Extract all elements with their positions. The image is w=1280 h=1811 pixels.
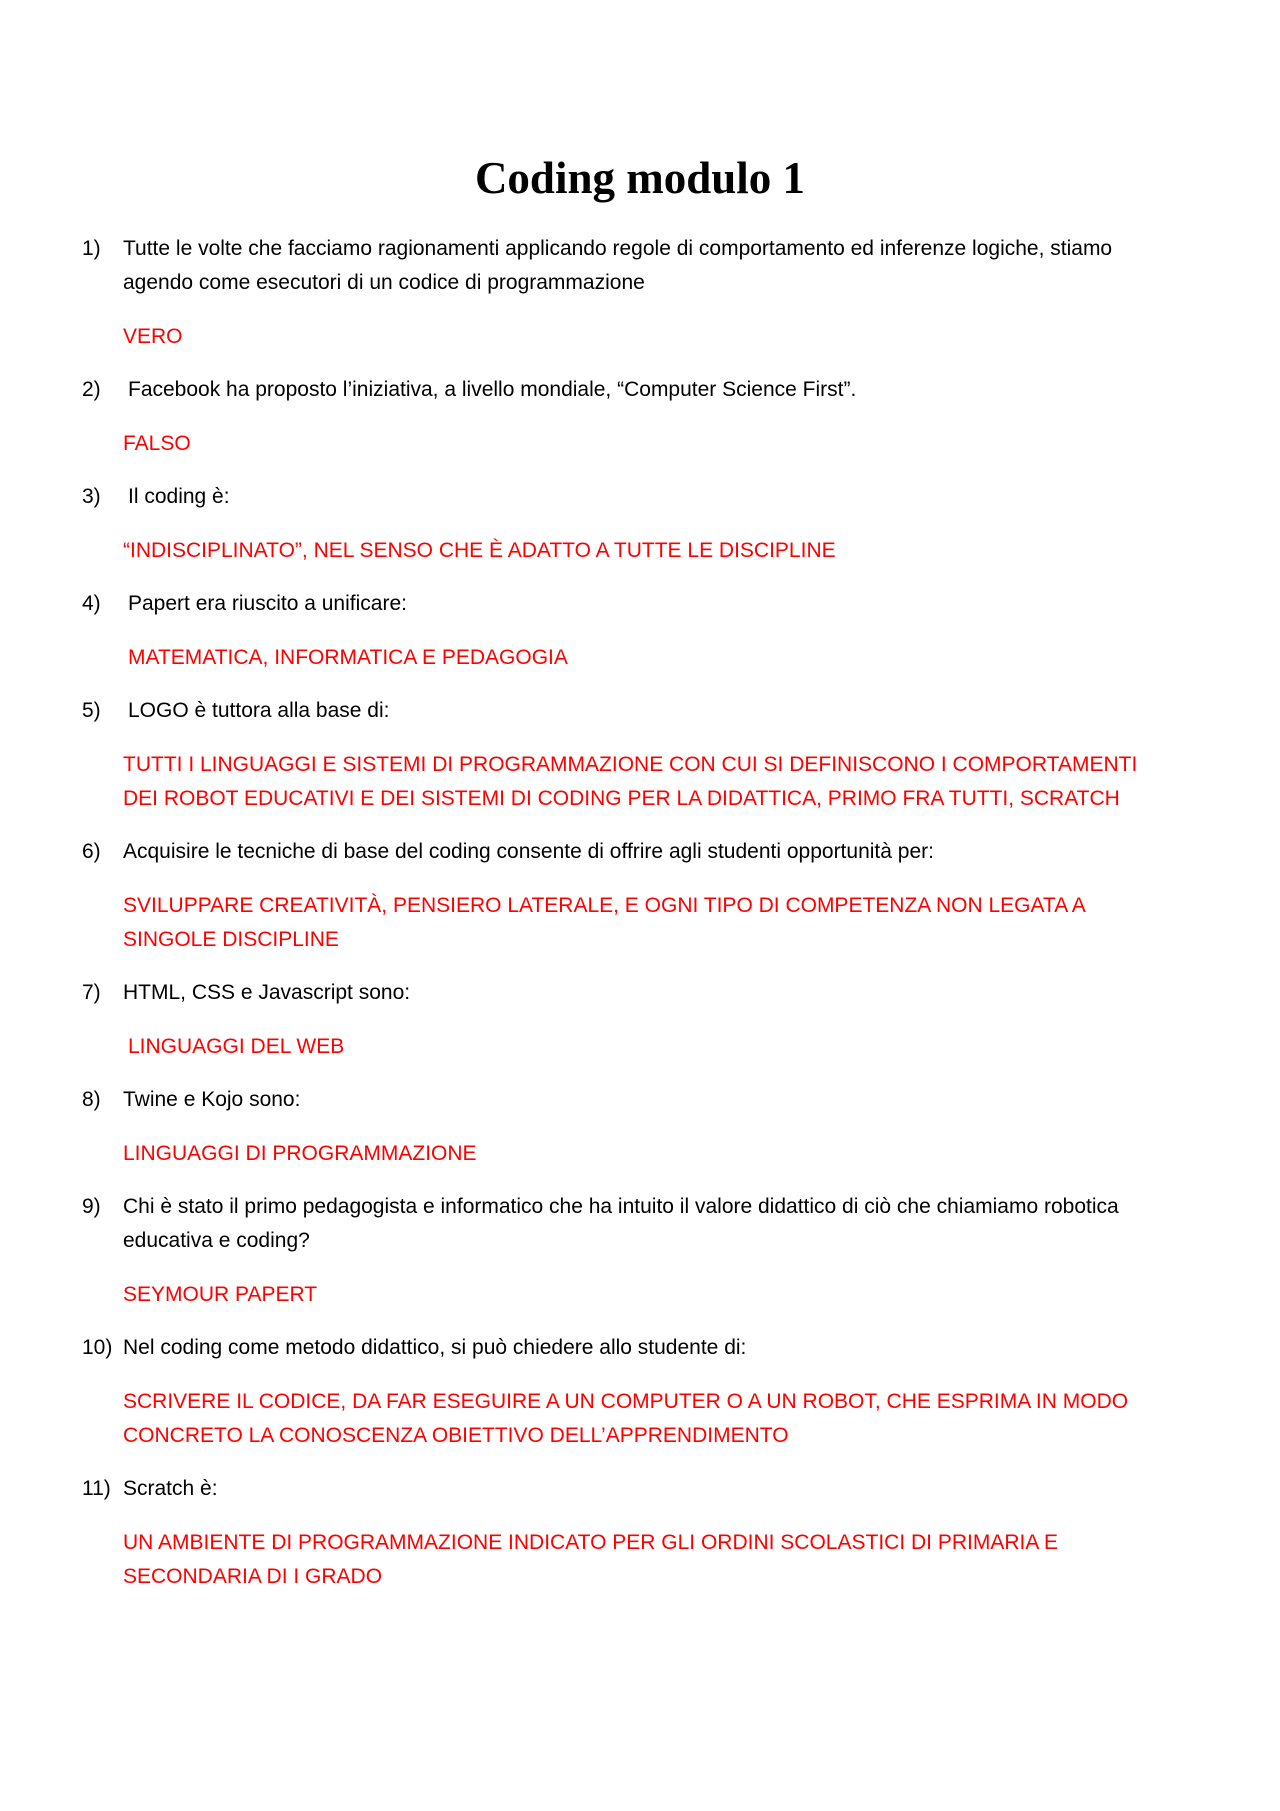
question-answer: UN AMBIENTE DI PROGRAMMAZIONE INDICATO PER GLI ORDINI SCOLASTICI DI PRIMARIA E SECONDARIA DI I GRADO: [123, 1531, 1059, 1588]
question-number: 8): [82, 1088, 101, 1111]
question-text: Acquisire le tecniche di base del coding consente di offrire agli studenti opportunità per:: [123, 840, 934, 863]
question-number: 5): [82, 699, 101, 722]
question-item: [82, 232, 1182, 354]
question-number: 3): [82, 485, 101, 508]
question-number: 9): [82, 1195, 101, 1218]
question-answer: SVILUPPARE CREATIVITÀ, PENSIERO LATERALE, E OGNI TIPO DI COMPETENZA NON LEGATA A SINGOLE DISCIPLINE: [123, 894, 1085, 951]
question-number: 2): [82, 378, 101, 401]
question-text: Papert era riuscito a unificare:: [128, 592, 407, 615]
question-text: Scratch è:: [123, 1477, 218, 1500]
question-answer: SEYMOUR PAPERT: [123, 1283, 318, 1306]
question-answer: FALSO: [123, 432, 191, 455]
question-text: Twine e Kojo sono:: [123, 1088, 301, 1111]
question-answer: SCRIVERE IL CODICE, DA FAR ESEGUIRE A UN COMPUTER O A UN ROBOT, CHE ESPRIMA IN MODO CONCRETO LA CONOSCENZA OBIETTIVO DELL’APPRENDIMENTO: [123, 1390, 1129, 1447]
question-number: 7): [82, 981, 101, 1004]
question-item: [82, 1083, 1182, 1171]
question-answer: MATEMATICA, INFORMATICA E PEDAGOGIA: [128, 646, 568, 669]
question-item: [82, 835, 1182, 957]
question-text: Il coding è:: [128, 485, 230, 508]
question-list: [82, 232, 1182, 1613]
question-item: [82, 587, 1182, 675]
question-text: HTML, CSS e Javascript sono:: [123, 981, 411, 1004]
question-text: Chi è stato il primo pedagogista e informatico che ha intuito il valore didattico di ciò che chiamiamo robotica educativa e coding?: [123, 1195, 1119, 1252]
question-item: [82, 976, 1182, 1064]
question-item: [82, 694, 1182, 816]
question-number: 4): [82, 592, 101, 615]
question-item: [82, 1472, 1182, 1594]
question-answer: VERO: [123, 325, 183, 348]
question-text: Nel coding come metodo didattico, si può chiedere allo studente di:: [123, 1336, 747, 1359]
question-number: 11): [82, 1477, 111, 1500]
question-number: 10): [82, 1336, 113, 1359]
question-answer: “INDISCIPLINATO”, NEL SENSO CHE È ADATTO A TUTTE LE DISCIPLINE: [123, 539, 836, 562]
question-answer: LINGUAGGI DI PROGRAMMAZIONE: [123, 1142, 477, 1165]
question-answer: LINGUAGGI DEL WEB: [128, 1035, 345, 1058]
question-text: Tutte le volte che facciamo ragionamenti applicando regole di comportamento ed inferenze logiche, stiamo agendo come esecutori di un codice di programmazione: [123, 237, 1113, 294]
question-item: [82, 1190, 1182, 1312]
question-item: [82, 480, 1182, 568]
question-number: 6): [82, 840, 101, 863]
page-title: Coding modulo 1: [474, 153, 806, 203]
question-text: Facebook ha proposto l’iniziativa, a livello mondiale, “Computer Science First”.: [128, 378, 857, 401]
question-answer: TUTTI I LINGUAGGI E SISTEMI DI PROGRAMMAZIONE CON CUI SI DEFINISCONO I COMPORTAMENTI DEI ROBOT EDUCATIVI E DEI SISTEMI DI CODING PER LA DIDATTICA, PRIMO FRA TUTTI, SCRATCH: [123, 753, 1138, 810]
question-item: [82, 373, 1182, 461]
question-item: [82, 1331, 1182, 1453]
question-text: LOGO è tuttora alla base di:: [128, 699, 390, 722]
question-number: 1): [82, 237, 101, 260]
